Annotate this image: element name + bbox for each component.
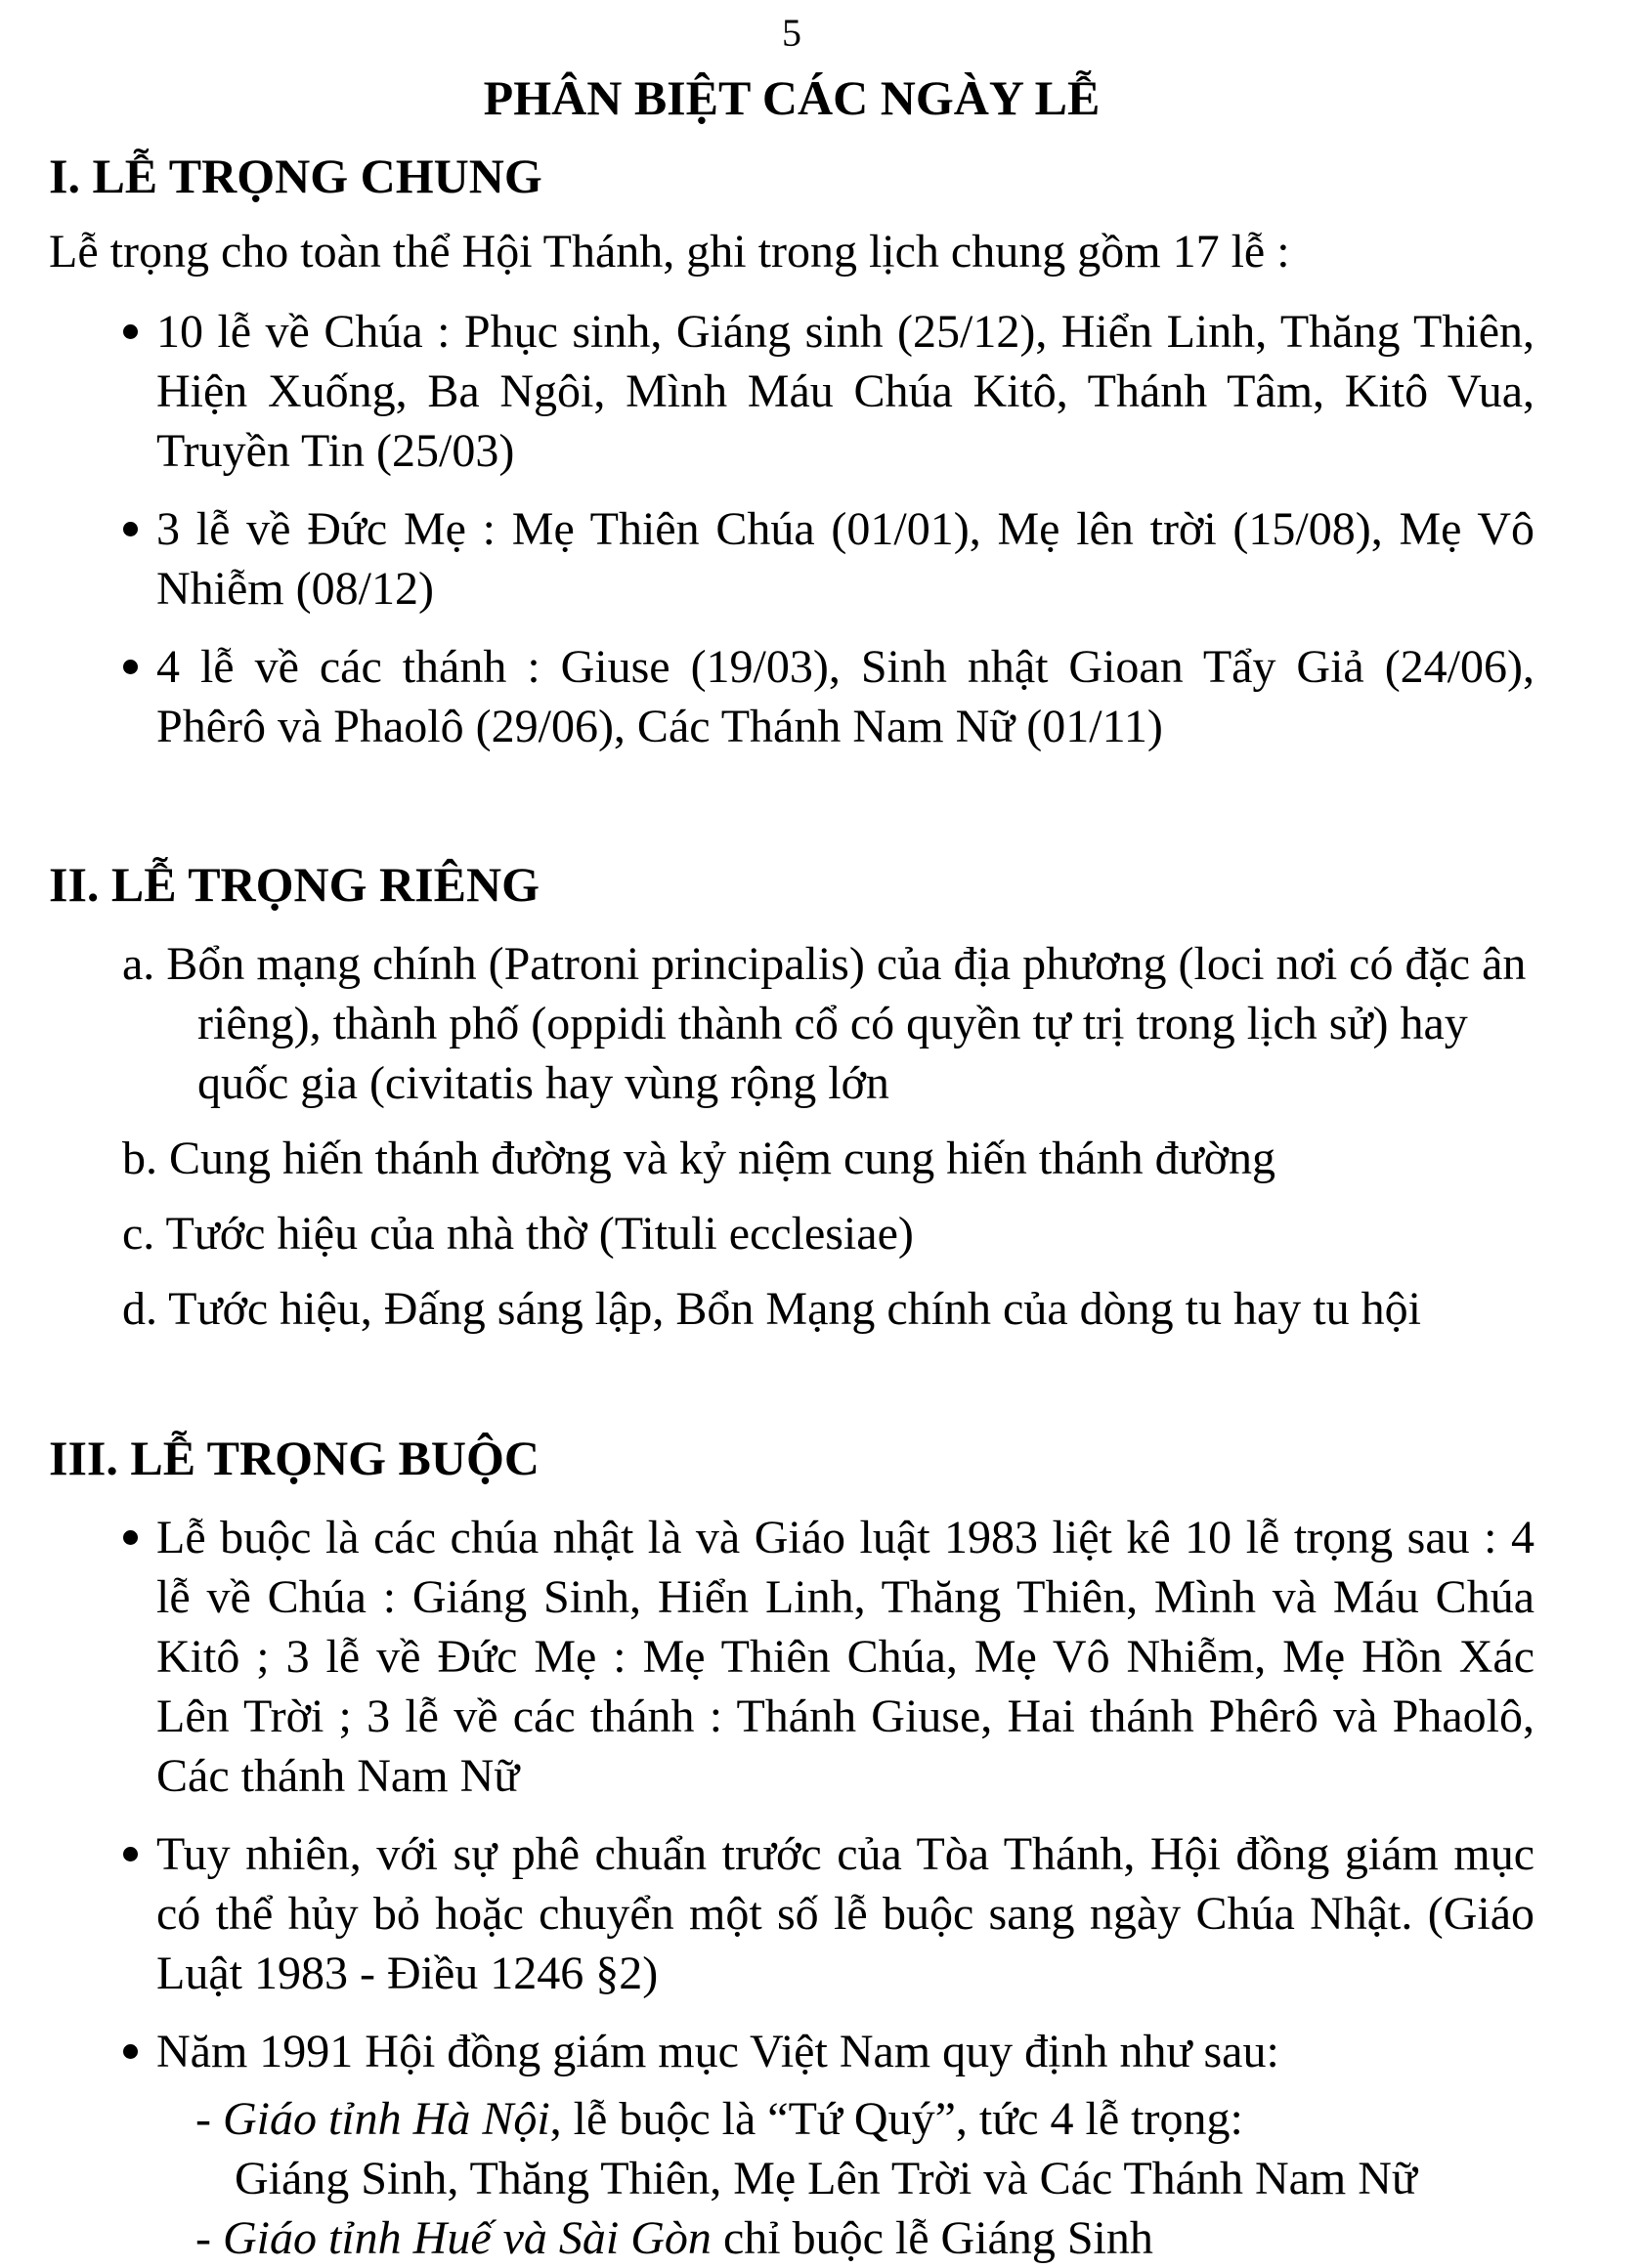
list-item bbox=[117, 302, 1534, 481]
section-heading-general-solemnities: I. LỄ TRỌNG CHUNG bbox=[49, 149, 542, 203]
hue-saigon-province-rule bbox=[195, 2208, 1544, 2268]
list-item bbox=[117, 2022, 1534, 2081]
section-heading-particular-solemnities: II. LỄ TRỌNG RIÊNG bbox=[49, 857, 540, 912]
province-name: Giáo tỉnh Hà Nội bbox=[222, 2093, 550, 2145]
bullet-icon bbox=[123, 1847, 138, 1861]
hanoi-province-rule-continuation: Giáng Sinh, Thăng Thiên, Mẹ Lên Trời và Các Thánh Nam Nữ bbox=[235, 2153, 1417, 2204]
bullet-icon bbox=[123, 1530, 138, 1545]
list-item-text: 4 lễ về các thánh : Giuse (19/03), Sinh nhật Gioan Tẩy Giả (24/06), Phêrô và Phaolô (29/06), Các Thánh Nam Nữ (01/11) bbox=[156, 641, 1534, 752]
section-heading-obligatory-solemnities: III. LỄ TRỌNG BUỘC bbox=[49, 1431, 540, 1485]
obligatory-solemnities-list bbox=[117, 1508, 1534, 2081]
province-name: Giáo tỉnh Huế và Sài Gòn bbox=[222, 2212, 712, 2264]
section-intro: Lễ trọng cho toàn thể Hội Thánh, ghi trong lịch chung gồm 17 lễ : bbox=[49, 226, 1290, 278]
bullet-icon bbox=[123, 324, 138, 339]
rule-text: , lễ buộc là “Tứ Quý”, tức 4 lễ trọng: bbox=[549, 2093, 1243, 2145]
list-item-text: Lễ buộc là các chúa nhật là và Giáo luật 1983 liệt kê 10 lễ trọng sau : 4 lễ về Chúa : Giáng Sinh, Hiển Linh, Thăng Thiên, Mình và Máu Chúa Kitô ; 3 lễ về Đức Mẹ : Mẹ Thiên Chúa, Mẹ Vô Nhiễm, Mẹ Hồn Xác Lên Trời ; 3 lễ về các thánh : Thánh Giuse, Hai thánh Phêrô và Phaolô, Các thánh Nam Nữ bbox=[156, 1512, 1534, 1802]
list-item bbox=[117, 1508, 1534, 1806]
bullet-icon bbox=[123, 660, 138, 674]
list-item: c. Tước hiệu của nhà thờ (Tituli ecclesiae) bbox=[122, 1208, 914, 1260]
particular-solemnities-list bbox=[122, 934, 1534, 1339]
list-item-text: 10 lễ về Chúa : Phục sinh, Giáng sinh (25/12), Hiển Linh, Thăng Thiên, Hiện Xuống, Ba Ngôi, Mình Máu Chúa Kitô, Thánh Tâm, Kitô Vua, Truyền Tin (25/03) bbox=[156, 306, 1534, 477]
list-item: a. Bổn mạng chính (Patroni principalis) của địa phương (loci nơi có đặc ân riêng), thành phố (oppidi thành cổ có quyền tự trị trong lịch sử) hay quốc gia (civitatis hay vùng rộng lớn bbox=[122, 938, 1527, 1109]
list-item: b. Cung hiến thánh đường và kỷ niệm cung hiến thánh đường bbox=[122, 1133, 1275, 1184]
list-item bbox=[117, 637, 1534, 756]
dash: - bbox=[195, 2093, 223, 2145]
hanoi-province-rule bbox=[195, 2089, 1544, 2149]
rule-text: chỉ buộc lễ Giáng Sinh bbox=[711, 2212, 1153, 2264]
province-rules bbox=[195, 2089, 1544, 2268]
list-item-text: Năm 1991 Hội đồng giám mục Việt Nam quy định như sau: bbox=[156, 2026, 1279, 2077]
bullet-icon bbox=[123, 522, 138, 536]
list-item: d. Tước hiệu, Đấng sáng lập, Bổn Mạng chính của dòng tu hay tu hội bbox=[122, 1283, 1421, 1335]
document-title: PHÂN BIỆT CÁC NGÀY LỄ bbox=[483, 70, 1101, 125]
bullet-icon bbox=[123, 2044, 138, 2059]
general-solemnities-list bbox=[117, 302, 1534, 756]
list-item bbox=[117, 1824, 1534, 2003]
list-item-text: Tuy nhiên, với sự phê chuẩn trước của Tòa Thánh, Hội đồng giám mục có thể hủy bỏ hoặc chuyển một số lễ buộc sang ngày Chúa Nhật. (Giáo Luật 1983 - Điều 1246 §2) bbox=[156, 1828, 1534, 1999]
page-number: 5 bbox=[782, 11, 801, 55]
list-item bbox=[117, 499, 1534, 619]
dash: - bbox=[195, 2212, 223, 2264]
list-item-text: 3 lễ về Đức Mẹ : Mẹ Thiên Chúa (01/01), Mẹ lên trời (15/08), Mẹ Vô Nhiễm (08/12) bbox=[156, 503, 1534, 615]
